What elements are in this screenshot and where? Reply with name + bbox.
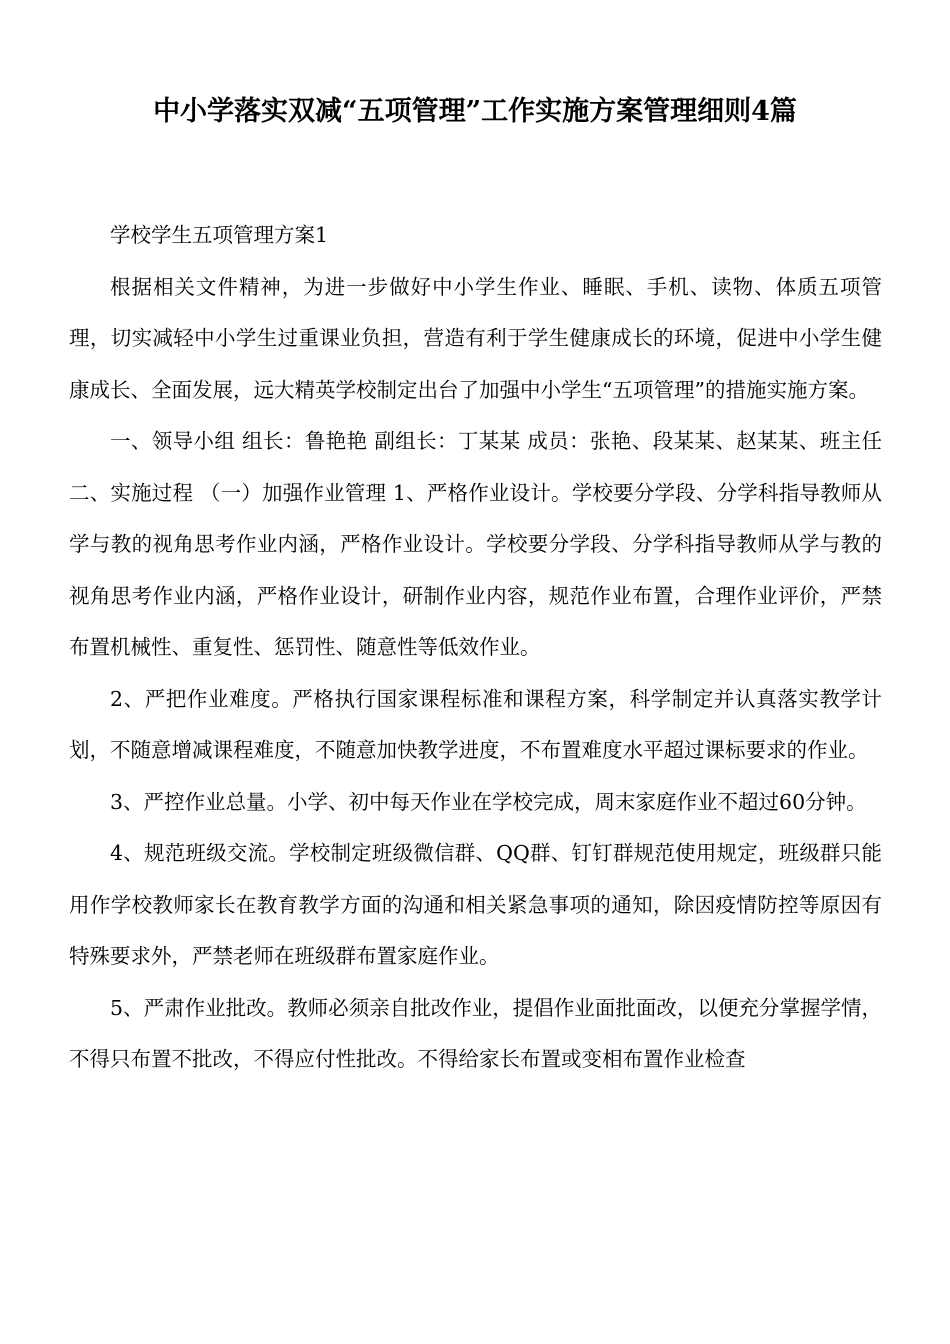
paragraph-homework-difficulty: 2、严把作业难度。严格执行国家课程标准和课程方案，科学制定并认真落实教学计划，不随意增减课程难度，不随意加快教学进度，不布置难度水平超过课标要求的作业。 bbox=[69, 686, 882, 762]
paragraph-homework-grading: 5、严肃作业批改。教师必须亲自批改作业，提倡作业面批面改，以便充分掌握学情，不得只布置不批改，不得应付性批改。不得给家长布置或变相布置作业检查 bbox=[69, 995, 882, 1071]
document-body bbox=[69, 210, 882, 1086]
paragraph-class-communication: 4、规范班级交流。学校制定班级微信群、QQ群、钉钉群规范使用规定，班级群只能用作学校教师家长在教育教学方面的沟通和相关紧急事项的通知，除因疫情防控等原因有特殊要求外，严禁老师在班级群布置家庭作业。 bbox=[69, 841, 882, 968]
section-heading: 学校学生五项管理方案1 bbox=[110, 223, 329, 247]
paragraph-leadership-group: 一、领导小组 组长：鲁艳艳 副组长：丁某某 成员：张艳、段某某、赵某某、班主任 二、实施过程 （一）加强作业管理 1、严格作业设计。学校要分学段、分学科指导教师从学与教的视角思考作业内涵，严格作业设计。学校要分学段、分学科指导教师从学与教的视角思考作业内涵，严格作业设计，研制作业内容，规范作业布置，合理作业评价，严禁布置机械性、重复性、惩罚性、随意性等低效作业。 bbox=[69, 429, 882, 659]
document-title: 中小学落实双减“五项管理”工作实施方案管理细则4篇 bbox=[153, 96, 797, 127]
paragraph-homework-total: 3、严控作业总量。小学、初中每天作业在学校完成，周末家庭作业不超过60分钟。 bbox=[110, 789, 867, 814]
paragraph-intro: 根据相关文件精神，为进一步做好中小学生作业、睡眠、手机、读物、体质五项管理，切实减轻中小学生过重课业负担，营造有利于学生健康成长的环境，促进中小学生健康成长、全面发展，远大精英学校制定出台了加强中小学生“五项管理”的措施实施方案。 bbox=[69, 274, 882, 402]
